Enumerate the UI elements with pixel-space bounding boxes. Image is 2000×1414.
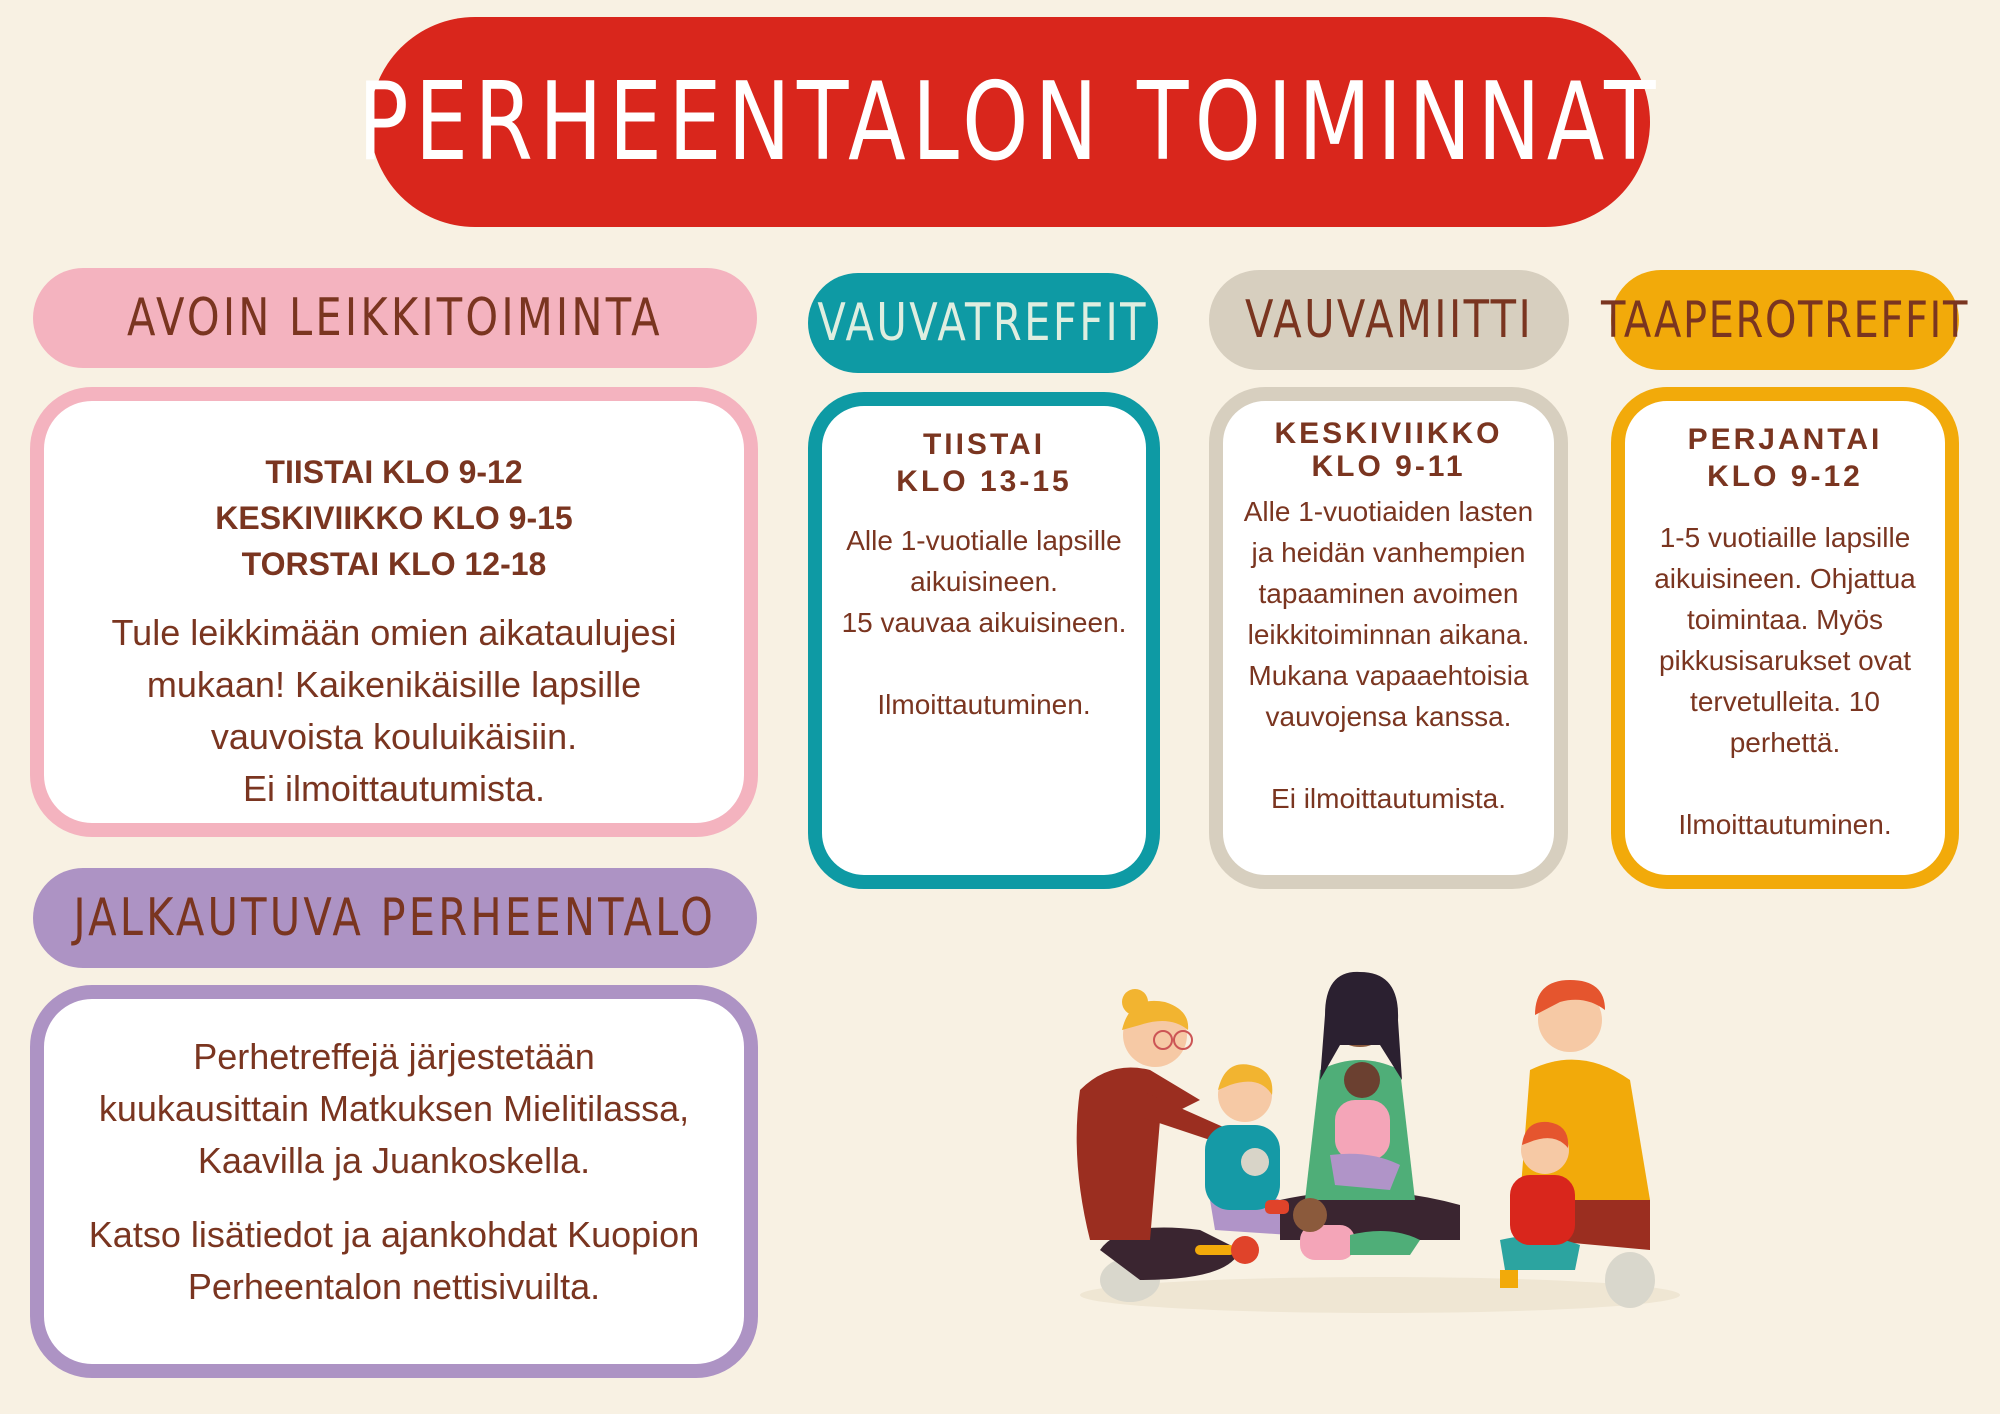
jalkautuva-header [33, 868, 757, 968]
jalkautuva-description-2: Katso lisätiedot ja ajankohdat Kuopion Perheentalon nettisivuilta. [88, 1214, 700, 1307]
taaperotreffit-card [1611, 387, 1959, 889]
taaperotreffit-description: 1-5 vuotiaille lapsille aikuisineen. Ohjattua toimintaa. Myös pikkusisarukset ovat tervetulleita. 10 perhettä. Ilmoittautuminen. [1654, 522, 1916, 840]
taaperotreffit-day: PERJANTAI KLO 9-12 [1687, 423, 1883, 493]
jalkautuva-header-label: JALKAUTUVA PERHEENTALO [73, 888, 717, 948]
vauvatreffit-header [808, 273, 1158, 373]
taaperotreffit-header-label: TAAPEROTREFFIT [1601, 291, 1970, 349]
family-group-illustration [1040, 950, 1720, 1320]
vauvatreffit-header-label: VAUVATREFFIT [817, 293, 1149, 353]
vauvatreffit-card [808, 392, 1160, 889]
vauvatreffit-day: TIISTAI KLO 13-15 [896, 428, 1072, 498]
vauvamiitti-card [1209, 387, 1568, 889]
jalkautuva-card [30, 985, 758, 1378]
vauvamiitti-description: Alle 1-vuotiaiden lasten ja heidän vanhempien tapaaminen avoimen leikkitoiminnan aikana. Mukana vapaaehtoisia vauvojensa kanssa. Ei ilmoittautumista. [1243, 496, 1534, 814]
page-title-banner [358, 17, 1662, 227]
avoin-day-1: TIISTAI KLO 9-12 [265, 454, 523, 490]
avoin-day-2: KESKIVIIKKO KLO 9-15 [215, 500, 573, 536]
avoin-header-label: AVOIN LEIKKITOIMINTA [127, 288, 663, 348]
vauvamiitti-header [1209, 270, 1569, 370]
taaperotreffit-header [1601, 270, 1970, 370]
vauvamiitti-day: KESKIVIIKKO KLO 9-11 [1274, 417, 1503, 483]
avoin-day-3: TORSTAI KLO 12-18 [241, 546, 547, 582]
jalkautuva-description-1: Perhetreffejä järjestetään kuukausittain Matkuksen Mielitilassa, Kaavilla ja Juankoskella. [98, 1036, 690, 1181]
avoin-header [33, 268, 757, 368]
vauvamiitti-header-label: VAUVAMIITTI [1244, 290, 1534, 350]
avoin-description: Tule leikkimään omien aikataulujesi mukaan! Kaikenikäisille lapsille vauvoista kouluikäisiin. Ei ilmoittautumista. [111, 612, 677, 809]
page-title: PERHEENTALON TOIMINNAT [358, 59, 1662, 185]
avoin-card [30, 387, 758, 837]
vauvatreffit-description: Alle 1-vuotialle lapsille aikuisineen. 15 vauvaa aikuisineen. Ilmoittautuminen. [841, 525, 1127, 720]
child-redhead-figure [1500, 1122, 1580, 1288]
